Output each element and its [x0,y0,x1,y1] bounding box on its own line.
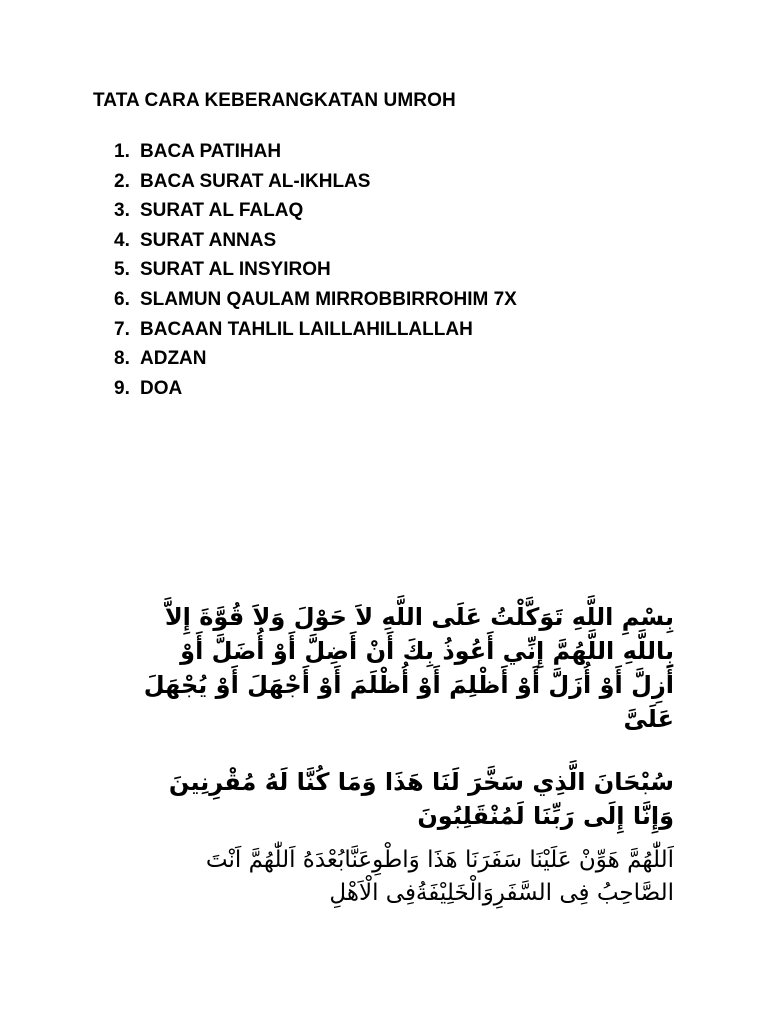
list-number: 4. [114,229,130,251]
arabic-prayer-departure: بِسْمِ اللَّهِ تَوَكَّلْتُ عَلَى اللَّهِ لاَ حَوْلَ وَلاَ قُوَّةَ إِلاَّ بِاللَّهِ اللَّهُمَّ إِنِّي أَعُوذُ بِكَ أَنْ أَضِلَّ أَوْ أُضَلَّ أَوْ أَزِلَّ أَوْ أُزَلَّ أَوْ أَظْلِمَ أَوْ أُظْلَمَ أَوْ أَجْهَلَ أَوْ يُجْهَلَ عَلَىَّ [143,603,674,733]
list-item [114,344,517,374]
list-number: 5. [114,259,130,281]
list-item-text: ADZAN [140,348,207,370]
list-item-text: SURAT AL FALAQ [140,200,304,222]
arabic-prayer-journey: اَللّٰهُمَّ هَوِّنْ عَلَيْنَا سَفَرَنَا هَذَا وَاطْوِعَنَّابُعْدَهُ اَللّٰهُمَّ اَنْتَ الصَّاحِبُ فِى السَّفَرِوَالْخَلِيْفَةُفِى الْاَهْلِ [205,847,674,906]
list-number: 3. [114,200,130,222]
list-item [114,167,517,197]
list-number: 2. [114,170,130,192]
list-item [114,255,517,285]
list-item-text: BACA PATIHAH [140,141,282,162]
list-number: 1. [114,141,130,162]
arabic-prayer-travel: سُبْحَانَ الَّذِي سَخَّرَ لَنَا هَذَا وَمَا كُنَّا لَهُ مُقْرِنِينَ وَإِنَّا إِلَى رَبِّنَا لَمُنْقَلِبُونَ [168,768,674,830]
list-item [114,315,517,345]
list-item-text: SURAT ANNAS [140,229,277,251]
list-number: 9. [114,377,130,399]
document-title: TATA CARA KEBERANGKATAN UMROH [93,90,456,111]
list-number: 7. [114,318,130,340]
steps-list [114,137,517,403]
list-item [114,196,517,226]
list-number: 8. [114,348,130,370]
list-item [114,285,517,315]
list-item-text: BACAAN TAHLIL LAILLAHILLALLAH [140,318,473,340]
list-number: 6. [114,288,130,310]
list-item [114,137,517,167]
list-item [114,374,517,404]
list-item-text: BACA SURAT AL-IKHLAS [140,170,371,192]
list-item [114,226,517,256]
list-item-text: SURAT AL INSYIROH [140,259,331,281]
list-item-text: SLAMUN QAULAM MIRROBBIRROHIM 7X [140,288,517,310]
list-item-text: DOA [140,377,183,399]
